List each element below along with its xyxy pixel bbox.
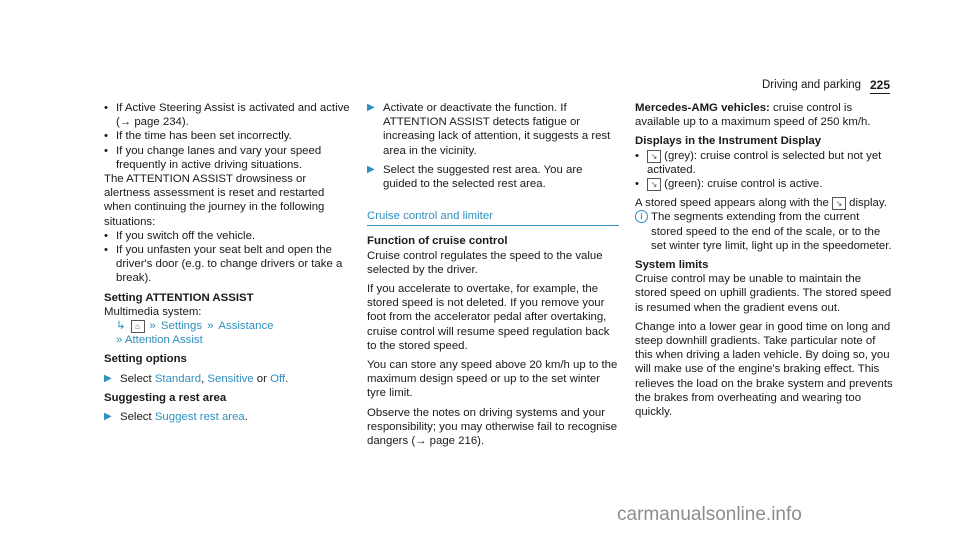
limits-heading: System limits (635, 259, 709, 272)
column-3 (635, 101, 893, 419)
separator: . (285, 372, 289, 385)
amg-text: cruise control is available up to a maximum speed of 250 km/h. (635, 102, 871, 129)
suggest-rest-area-link[interactable]: Suggest rest area (154, 411, 245, 424)
note-text: The segments extending from the current stored speed to the end of the scale, or to the set winter tyre limit, light up in the speedometer. (651, 211, 892, 252)
step-text: Activate or deactivate the function. If ATTENTION ASSIST detects fatigue or increasing lack of attention, it suggests a rest area in the vicinity. (383, 102, 611, 157)
function-heading: Function of cruise control (367, 235, 508, 248)
menu-path-2 (104, 333, 354, 347)
chevron-icon: » (116, 334, 123, 347)
bullet-item: • If the time has been set incorrectly. (104, 129, 354, 143)
chevron-icon: » (207, 320, 214, 333)
step-text: Select (120, 372, 155, 385)
running-header: Driving and parking (762, 79, 862, 91)
amg-label: Mercedes-AMG vehicles: (635, 102, 770, 114)
paragraph: Cruise control regulates the speed to the value selected by the driver. (367, 249, 603, 276)
amg-paragraph (635, 101, 893, 129)
paragraph: Observe the notes on driving systems and your responsibility; you may otherwise fail to recognise dangers (→ page 216). (367, 406, 618, 448)
page-number: 225 (870, 78, 890, 98)
column-1 (104, 101, 354, 424)
bullet-text: (green): cruise control is active. (664, 178, 823, 191)
paragraph: Change into a lower gear in good time on long and steep downhill gradients. Take particular note of this when driving a laden vehicle. By doing so, you will make use of the engine's braking effect. This relieves the load on the brake system and prevents the brakes from overheating and wearing too quickly. (635, 320, 893, 419)
home-icon[interactable]: ⌂ (131, 320, 145, 333)
bullet-text: (grey): cruise control is selected but not yet activated. (647, 149, 882, 176)
menu-settings[interactable]: Settings (160, 320, 203, 333)
step-triangle-icon: ▶ (104, 411, 112, 423)
reset-paragraph: The ATTENTION ASSIST drowsiness or alertness assessment is reset and restarted when continuing the journey in the following situations: (104, 173, 325, 228)
step-triangle-icon: ▶ (367, 102, 375, 113)
setting-heading: Setting ATTENTION ASSIST (104, 291, 254, 304)
info-note (635, 210, 893, 253)
watermark: carmanualsonline.info (617, 504, 802, 525)
cruise-control-icon: ↘ (647, 178, 661, 191)
system-label: Multimedia system: (104, 305, 202, 318)
step-select-rest-area (367, 163, 619, 191)
menu-assistance[interactable]: Assistance (218, 320, 274, 333)
menu-attention-assist[interactable]: Attention Assist (124, 334, 203, 347)
options-heading: Setting options (104, 353, 187, 366)
bullet-item (635, 177, 893, 191)
option-standard[interactable]: Standard (154, 372, 202, 385)
separator: . (244, 411, 248, 424)
arrow-return-icon: ↳ (116, 320, 126, 333)
bullet-item (635, 149, 893, 177)
menu-path (104, 319, 354, 333)
bullet-item: • If you change lanes and vary your speed frequently in active driving situations. (104, 144, 354, 172)
separator: , (201, 372, 208, 385)
step-text: Select the suggested rest area. You are guided to the selected rest area. (383, 163, 583, 191)
chevron-icon: » (149, 320, 156, 333)
cruise-control-icon: ↘ (832, 197, 846, 210)
bullet-item: • If you switch off the vehicle. (104, 229, 354, 243)
text: A stored speed appears along with the (635, 197, 832, 210)
step-triangle-icon: ▶ (367, 163, 375, 175)
step-select-option (104, 372, 354, 386)
bullet-item: • If you unfasten your seat belt and open the driver's door (e.g. to change drivers or take a break). (104, 243, 354, 286)
step-text: Select (120, 411, 155, 424)
option-sensitive[interactable]: Sensitive (207, 372, 254, 385)
option-off[interactable]: Off (270, 372, 286, 385)
info-icon: i (635, 210, 648, 223)
step-suggest (104, 410, 354, 424)
paragraph: If you accelerate to overtake, for example, the stored speed is not deleted. If you remove your foot from the accelerator pedal after overtaking, cruise control will resume speed regulation back to the stored speed. (367, 283, 610, 352)
text: display. (845, 197, 887, 210)
section-title: Cruise control and limiter (367, 209, 619, 226)
cruise-control-icon: ↘ (647, 150, 661, 163)
suggest-heading: Suggesting a rest area (104, 391, 227, 404)
separator: or (253, 372, 271, 385)
displays-heading: Displays in the Instrument Display (635, 135, 822, 148)
bullet-item: • If Active Steering Assist is activated and active (→ page 234). (104, 101, 354, 129)
paragraph: Cruise control may be unable to maintain the stored speed on uphill gradients. The stored speed is resumed when the gradient evens out. (635, 273, 892, 314)
step-triangle-icon: ▶ (104, 372, 112, 384)
paragraph: You can store any speed above 20 km/h up to the maximum design speed or up to the set winter tyre limit. (367, 359, 618, 400)
stored-speed-paragraph (635, 196, 893, 210)
column-2 (367, 101, 619, 448)
step-activate (367, 101, 619, 158)
